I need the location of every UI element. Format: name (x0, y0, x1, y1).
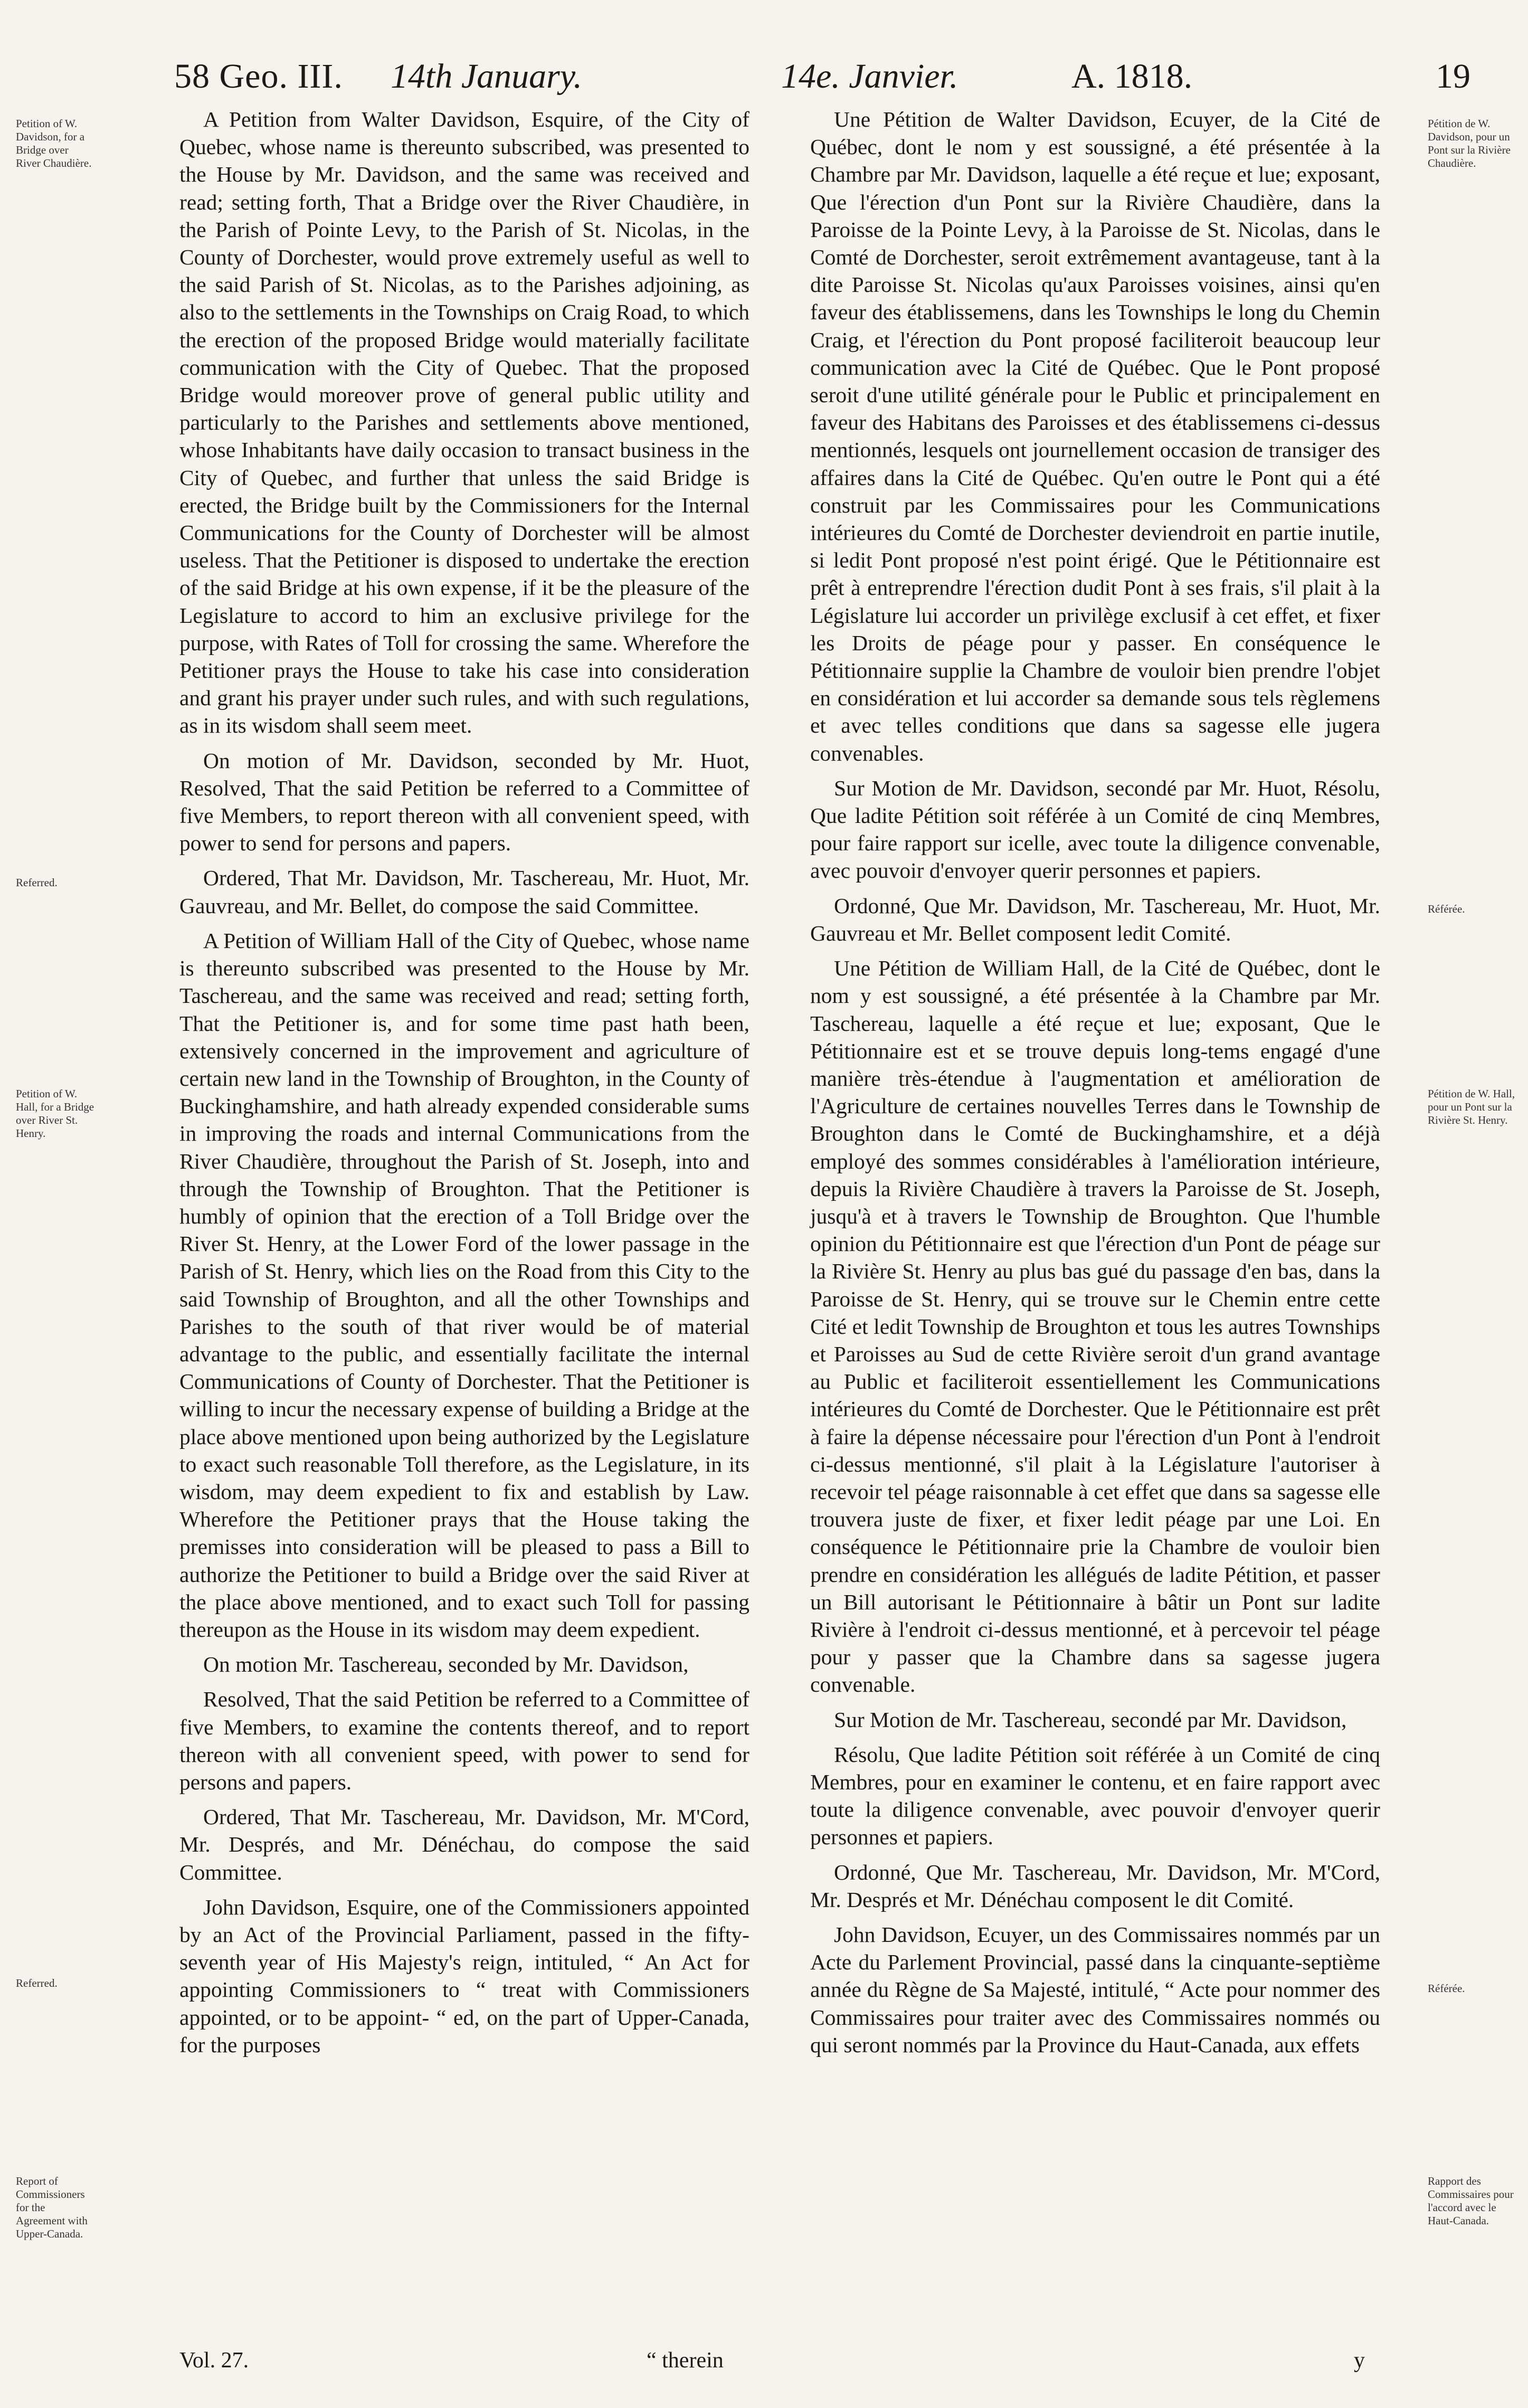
date-french: 14e. Janvier. (781, 57, 958, 96)
year: A. 1818. (1071, 57, 1193, 96)
paragraph: Ordonné, Que Mr. Taschereau, Mr. Davidson, Mr. M'Cord, Mr. Després et Mr. Dénéchau composent le dit Comité. (810, 1860, 1380, 1912)
paragraph: A Petition of William Hall of the City of Quebec, whose name is thereunto subscribed was presented to the House by Mr. Taschereau, and the same was received and read; setting forth, That the Petitioner is, and for some time past hath been, extensively concerned in the improvement and agriculture of certain new land in the Township of Broughton, in the County of Buckinghamshire, and hath already expended considerable sums in improving the roads and internal Communications from the River Chaudière, throughout the Parish of St. Joseph, into and through the Township of Broughton. That the Petitioner is humbly of opinion that the erection of a Toll Bridge over the River St. Henry, at the Lower Ford of the lower passage in the Parish of St. Henry, which lies on the Road from this City to the said Township of Broughton, and all the other Townships and Parishes to the south of that river would be of material advantage to the public, and essentially facilitate the internal Communications of County of Dorchester. That the Petitioner is willing to incur the necessary expense of building a Bridge at the place above mentioned upon being authorized by the Legislature to exact such reasonable Toll therefore, as the Legislature, in its wisdom, may deem expedient to fix and establish by Law. Wherefore the Petitioner prays that the House taking the premisses into consideration will be pleased to pass a Bill to authorize the Petitioner to build a Bridge over the said River at the place above mentioned, and to exact such Toll for passing thereupon as the House in its wisdom may deem expedient. (179, 928, 749, 1642)
paragraph: Une Pétition de Walter Davidson, Ecuyer, de la Cité de Québec, dont le nom y est soussigné, a été présentée à la Chambre par Mr. Davidson, laquelle a été reçue et lue; exposant, Que l'érection d'un Pont sur la Rivière Chaudière, dans la Paroisse de la Pointe Levy, à la Paroisse de St. Nicolas, dans le Comté de Dorchester, seroit extrêmement avantageuse, tant à la dite Paroisse St. Nicolas qu'aux Paroisses voisines, ainsi qu'en faveur des établissemens, dans les Townships le long du Chemin Craig, et l'érection du Pont proposé faciliteroit beaucoup leur communication avec la Cité de Québec. Que le Pont proposé seroit d'une utilité générale pour le Public et principalement en faveur des Habitans des Paroisses et des établissemens ci-dessus mentionnés, lesquels ont journellement occasion de transiger des affaires dans la Cité de Québec. Qu'en outre le Pont qui a été construit par les Commissaires pour les Communications intérieures du Comté de Dorchester deviendroit en partie inutile, si ledit Pont proposé n'est point érigé. Que le Pétitionnaire est prêt à entreprendre l'érection dudit Pont à ses frais, s'il plait à la Législature lui accorder un privilège exclusif à cet effet, et fixer les Droits de péage pour y passer. En conséquence le Pétitionnaire supplie la Chambre de vouloir bien prendre l'objet en considération et lui accorder sa demande sous tels règlemens et avec telles conditions que dans sa sagesse elle jugera convenables. (810, 107, 1380, 765)
english-column (179, 106, 749, 2059)
french-column (810, 106, 1380, 2059)
regnal-year: 58 Geo. III. (174, 57, 343, 96)
volume-signature: Vol. 27. (179, 2348, 249, 2373)
paragraph: Ordered, That Mr. Davidson, Mr. Taschereau, Mr. Huot, Mr. Gauvreau, and Mr. Bellet, do compose the said Committee. (179, 866, 749, 918)
margin-note: Pétition de W. Davidson, pour un Pont sur la Rivière Chaudière. (1428, 117, 1511, 169)
margin-note: Referred. (16, 876, 58, 889)
paragraph: Ordonné, Que Mr. Davidson, Mr. Taschereau, Mr. Huot, Mr. Gauvreau et Mr. Bellet composent ledit Comité. (810, 893, 1380, 945)
date-english: 14th January. (391, 57, 582, 96)
page-number: 19 (1436, 57, 1470, 96)
margin-note: Référée. (1428, 1982, 1465, 1995)
paragraph: Resolved, That the said Petition be referred to a Committee of five Members, to examine the contents thereof, and to report thereon with all convenient speed, with power to send for persons and papers. (179, 1687, 749, 1794)
margin-note: Referred. (16, 1977, 58, 1989)
margin-note: Petition of W. Davidson, for a Bridge over River Chaudière. (16, 117, 92, 169)
paragraph: John Davidson, Ecuyer, un des Commissaires nommés par un Acte du Parlement Provincial, passé dans la cinquante-septième année du Règne de Sa Majesté, intitulé, “ Acte pour nommer des Commissaires pour traiter avec des Commissaires nommés ou qui seront nommés par la Province du Haut-Canada, aux effets (810, 1922, 1380, 2057)
paragraph: Sur Motion de Mr. Taschereau, secondé par Mr. Davidson, (834, 1707, 1347, 1732)
paragraph: John Davidson, Esquire, one of the Commissioners appointed by an Act of the Provincial Parliament, passed in the fifty-seventh year of His Majesty's reign, intituled, “ An Act for appointing Commissioners to “ treat with Commissioners appointed, or to be appoint- “ ed, on the part of Upper-Canada, for the purposes (179, 1894, 749, 2057)
paragraph: Ordered, That Mr. Taschereau, Mr. Davidson, Mr. M'Cord, Mr. Després, and Mr. Dénéchau, do compose the said Committee. (179, 1805, 749, 1884)
margin-note: Report of Commissioners for the Agreement with Upper-Canada. (16, 2175, 88, 2240)
catchword-french: y (1354, 2348, 1365, 2373)
paragraph: Une Pétition de William Hall, de la Cité de Québec, dont le nom y est soussigné, a été présentée à la Chambre par Mr. Taschereau, laquelle a été reçue et lue; exposant, Que le Pétitionnaire est et se trouve depuis long-tems engagé d'une manière très-étendue à l'augmentation et amélioration de l'Agriculture de certaines nouvelles Terres dans le Township de Broughton dans le Comté de Buckinghamshire, et a déjà employé des sommes considérables à l'amélioration intérieure, depuis la Rivière Chaudière à travers la Paroisse de St. Joseph, jusqu'à et à travers le Township de Broughton. Que l'humble opinion du Pétitionnaire est que l'érection d'un Pont de péage sur la Rivière St. Henry au plus bas gué du passage d'en bas, dans la Paroisse de St. Henry, qui se trouve sur le Chemin entre cette Cité et ledit Township de Broughton et tous les autres Townships et Paroisses au Sud de cette Rivière seroit d'un grand avantage au Public et faciliteroit essentiellement les Communications intérieures du Comté de Dorchester. Que le Pétitionnaire est prêt à faire la dépense nécessaire pour l'érection d'un Pont à l'endroit ci-dessus mentionné, s'il plait à la Législature l'autoriser à recevoir tel péage raisonnable à cet effet que dans sa sagesse elle trouvera juste de fixer, et fixer ledit péage par une Loi. En conséquence le Pétitionnaire prie la Chambre de vouloir bien prendre en considération les allégués de ladite Pétition, et passer un Bill autorisant le Pétitionnaire à bâtir un Pont sur ladite Rivière à l'endroit ci-dessus mentionné, et à percevoir tel péage pour y passer que la Chambre dans sa sagesse jugera convenable. (810, 956, 1380, 1697)
paragraph: Sur Motion de Mr. Davidson, secondé par Mr. Huot, Résolu, Que ladite Pétition soit référée à un Comité de cinq Membres, pour faire rapport sur icelle, avec toute la diligence convenable, avec pouvoir d'envoyer querir personnes et papiers. (810, 775, 1380, 883)
running-header (0, 48, 1528, 106)
margin-note: Petition of W. Hall, for a Bridge over River St. Henry. (16, 1087, 94, 1140)
catchword-english: “ therein (647, 2348, 724, 2373)
paragraph: On motion Mr. Taschereau, seconded by Mr. Davidson, (203, 1652, 689, 1677)
margin-note: Rapport des Commissaires pour l'accord avec le Haut-Canada. (1428, 2175, 1514, 2227)
paragraph: Résolu, Que ladite Pétition soit référée à un Comité de cinq Membres, pour en examiner le contenu, et en faire rapport avec toute la diligence convenable, avec pouvoir d'envoyer querir personnes et papiers. (810, 1742, 1380, 1850)
margin-note: Référée. (1428, 903, 1465, 915)
margin-note: Pétition de W. Hall, pour un Pont sur la Rivière St. Henry. (1428, 1087, 1515, 1126)
paragraph: A Petition from Walter Davidson, Esquire, of the City of Quebec, whose name is thereunto subscribed, was presented to the House by Mr. Davidson, and the same was received and read; setting forth, That a Bridge over the River Chaudière, in the Parish of Pointe Levy, to the Parish of St. Nicolas, in the County of Dorchester, would prove extremely useful as well to the said Parish of St. Nicolas, as to the Parishes adjoining, as also to the settlements in the Townships on Craig Road, to which the erection of the proposed Bridge would materially facilitate communication with the City of Quebec. That the proposed Bridge would moreover prove of general public utility and particularly to the Parishes and settlements above mentioned, whose Inhabitants have daily occasion to transact business in the City of Quebec, and further that unless the said Bridge is erected, the Bridge built by the Commissioners for the Internal Communications for the County of Dorchester will be almost useless. That the Petitioner is disposed to undertake the erection of the said Bridge at his own expense, if it be the pleasure of the Legislature to accord to him an exclusive privilege for the purpose, with Rates of Toll for crossing the same. Wherefore the Petitioner prays the House to take his case into consideration and grant his prayer under such rules, and with such regulations, as in its wisdom shall seem meet. (179, 107, 749, 738)
paragraph: On motion of Mr. Davidson, seconded by Mr. Huot, Resolved, That the said Petition be referred to a Committee of five Members, to report thereon with all convenient speed, with power to send for persons and papers. (179, 748, 749, 856)
